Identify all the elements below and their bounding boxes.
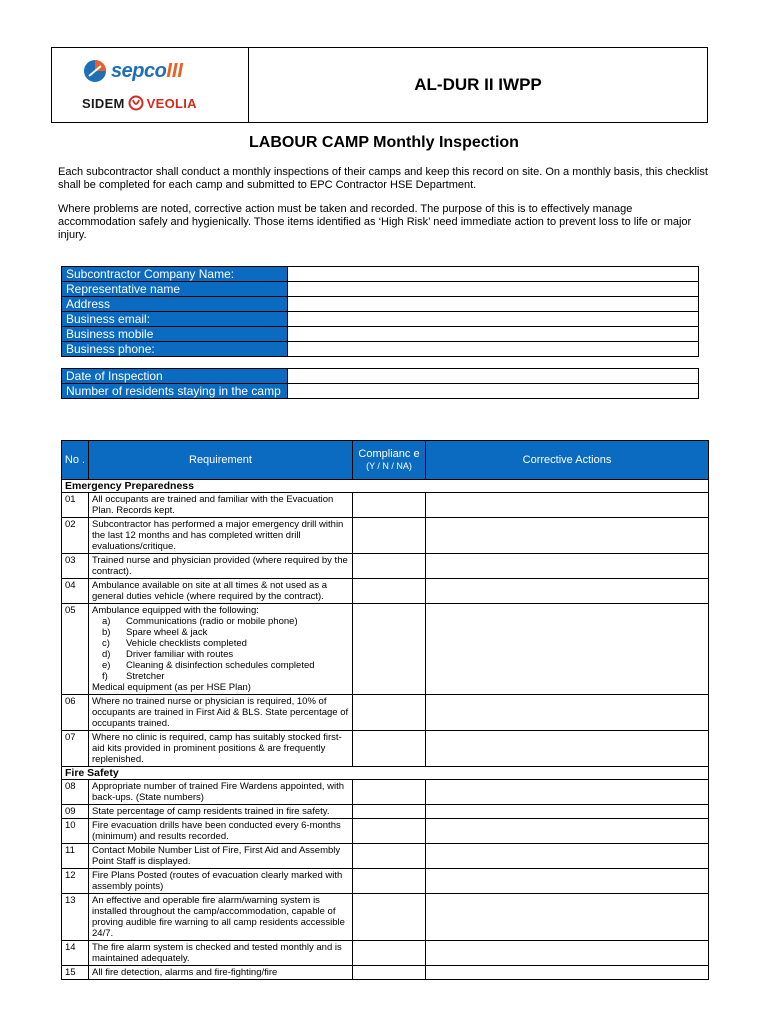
requirement-text: Fire evacuation drills have been conducted every 6-months (minimum) and results recorded. (92, 820, 341, 842)
info-value-field[interactable] (288, 297, 699, 312)
corrective-actions-field[interactable] (426, 604, 709, 695)
row-number: 07 (62, 731, 89, 767)
corrective-actions-field[interactable] (426, 780, 709, 805)
sub-item-letter: d) (102, 649, 111, 660)
table-row (62, 805, 709, 819)
row-number: 09 (62, 805, 89, 819)
compliance-field[interactable] (353, 493, 426, 518)
info-row (62, 369, 699, 384)
sub-item-text: Driver familiar with routes (126, 649, 234, 660)
corrective-actions-field[interactable] (426, 844, 709, 869)
compliance-field[interactable] (353, 780, 426, 805)
row-requirement (89, 844, 353, 869)
row-number: 06 (62, 695, 89, 731)
row-number: 15 (62, 966, 89, 980)
corrective-actions-field[interactable] (426, 554, 709, 579)
info-label: Business mobile (62, 327, 288, 342)
table-row (62, 941, 709, 966)
info-row (62, 384, 699, 399)
corrective-actions-field[interactable] (426, 805, 709, 819)
info-value-field[interactable] (288, 384, 699, 399)
compliance-field[interactable] (353, 731, 426, 767)
header-requirement: Requirement (89, 441, 353, 480)
requirement-sub-item (92, 627, 349, 638)
subcontractor-info-table (61, 266, 699, 357)
info-row (62, 267, 699, 282)
intro-paragraph-2: Where problems are noted, corrective action must be taken and recorded. The purpose of this is to effectively manage accommodation safely and hygienically. Those items identified as ‘High Risk’ need immediate action to prevent loss to life or major injury. (58, 203, 692, 241)
corrective-actions-field[interactable] (426, 695, 709, 731)
row-requirement (89, 869, 353, 894)
sub-item-letter: e) (102, 660, 111, 671)
header-compliance-label: Complianc e (358, 448, 420, 460)
info-label: Subcontractor Company Name: (62, 267, 288, 282)
row-requirement (89, 695, 353, 731)
requirement-text: Fire Plans Posted (routes of evacuation clearly marked with assembly points) (92, 870, 343, 892)
corrective-actions-field[interactable] (426, 819, 709, 844)
sidem-veolia-logo (82, 95, 197, 111)
requirement-sub-item (92, 671, 349, 682)
info-label: Representative name (62, 282, 288, 297)
company-logo (52, 48, 249, 122)
row-requirement (89, 579, 353, 604)
header-corrective-actions: Corrective Actions (426, 441, 709, 480)
requirement-text: State percentage of camp residents trained in fire safety. (92, 806, 330, 817)
corrective-actions-field[interactable] (426, 518, 709, 554)
sepco-wordmark: sepco (111, 59, 167, 82)
sepco-suffix: III (166, 59, 183, 82)
row-number: 04 (62, 579, 89, 604)
requirement-text: All occupants are trained and familiar with the Evacuation Plan. Records kept. (92, 494, 334, 516)
checklist-table (61, 440, 709, 980)
info-value-field[interactable] (288, 369, 699, 384)
info-row (62, 312, 699, 327)
requirement-sub-item (92, 638, 349, 649)
checklist-body (62, 480, 709, 980)
document-header (51, 47, 708, 123)
info-row (62, 342, 699, 357)
compliance-field[interactable] (353, 604, 426, 695)
info-value-field[interactable] (288, 312, 699, 327)
info-label: Business email: (62, 312, 288, 327)
project-name: AL-DUR II IWPP (414, 75, 542, 94)
sub-item-text: Stretcher (126, 671, 165, 682)
table-row (62, 695, 709, 731)
requirement-text: Ambulance available on site at all times & not used as a general duties vehicle (where required by the contract). (92, 580, 327, 602)
requirement-text: Where no clinic is required, camp has suitably stocked first-aid kits provided in prominent positions & are frequently replenished. (92, 732, 342, 765)
sub-item-text: Spare wheel & jack (126, 627, 208, 638)
info-row (62, 282, 699, 297)
compliance-field[interactable] (353, 869, 426, 894)
row-number: 10 (62, 819, 89, 844)
requirement-text: Where no trained nurse or physician is required, 10% of occupants are trained in First Aid & BLS. State percentage of occupants trained. (92, 696, 349, 729)
table-row (62, 554, 709, 579)
row-requirement (89, 493, 353, 518)
table-row (62, 518, 709, 554)
row-requirement (89, 731, 353, 767)
row-number: 05 (62, 604, 89, 695)
table-row (62, 966, 709, 980)
section-row (62, 480, 709, 493)
table-row (62, 869, 709, 894)
header-compliance (353, 441, 426, 480)
row-requirement (89, 805, 353, 819)
requirement-footer: Medical equipment (as per HSE Plan) (92, 682, 251, 693)
row-requirement (89, 941, 353, 966)
table-row (62, 844, 709, 869)
section-row (62, 767, 709, 780)
compliance-field[interactable] (353, 695, 426, 731)
veolia-wordmark: VEOLIA (146, 95, 197, 111)
info-value-field[interactable] (288, 282, 699, 297)
sidem-wordmark: SIDEM (82, 95, 125, 111)
sub-item-letter: c) (102, 638, 110, 649)
corrective-actions-field[interactable] (426, 731, 709, 767)
section-title: Emergency Preparedness (62, 480, 709, 493)
row-number: 02 (62, 518, 89, 554)
requirement-text: The fire alarm system is checked and tested monthly and is maintained adequately. (92, 942, 342, 964)
row-requirement (89, 604, 353, 695)
corrective-actions-field[interactable] (426, 869, 709, 894)
document-title: LABOUR CAMP Monthly Inspection (249, 134, 519, 151)
table-row (62, 731, 709, 767)
intro-paragraph-1: Each subcontractor shall conduct a monthly inspections of their camps and keep this record on site. On a monthly basis, this checklist shall be completed for each camp and submitted to EPC Contractor HSE Department. (58, 166, 708, 191)
row-number: 13 (62, 894, 89, 941)
sub-item-text: Communications (radio or mobile phone) (126, 616, 298, 627)
info-row (62, 327, 699, 342)
sub-item-text: Cleaning & disinfection schedules completed (126, 660, 315, 671)
row-number: 01 (62, 493, 89, 518)
row-requirement (89, 819, 353, 844)
sub-item-letter: b) (102, 627, 111, 638)
corrective-actions-field[interactable] (426, 966, 709, 980)
header-compliance-options: (Y / N / NA) (366, 461, 412, 471)
compliance-field[interactable] (353, 844, 426, 869)
requirement-text: Contact Mobile Number List of Fire, First Aid and Assembly Point Staff is displayed. (92, 845, 341, 867)
requirement-sub-item (92, 649, 349, 660)
veolia-emblem-icon (128, 95, 144, 111)
info-label: Business phone: (62, 342, 288, 357)
compliance-field[interactable] (353, 819, 426, 844)
info-label: Date of Inspection (62, 369, 288, 384)
compliance-field[interactable] (353, 554, 426, 579)
info-value-field[interactable] (288, 267, 699, 282)
requirement-text: Ambulance equipped with the following: (92, 605, 259, 616)
table-row (62, 819, 709, 844)
requirement-text: Trained nurse and physician provided (where required by the contract). (92, 555, 348, 577)
requirement-text: An effective and operable fire alarm/warning system is installed throughout the camp/accommodation, capable of proving audible fire warning to all camp residents accessible 24/7. (92, 895, 345, 939)
row-requirement (89, 518, 353, 554)
compliance-field[interactable] (353, 579, 426, 604)
row-number: 11 (62, 844, 89, 869)
row-requirement (89, 554, 353, 579)
requirement-text: Subcontractor has performed a major emergency drill within the last 12 months and has completed written drill evaluations/critique. (92, 519, 344, 552)
requirement-text: All fire detection, alarms and fire-fighting/fire (92, 967, 278, 978)
compliance-field[interactable] (353, 941, 426, 966)
row-number: 12 (62, 869, 89, 894)
corrective-actions-field[interactable] (426, 941, 709, 966)
info-row (62, 297, 699, 312)
section-title: Fire Safety (62, 767, 709, 780)
sub-item-letter: f) (102, 671, 108, 682)
requirement-text: Appropriate number of trained Fire Wardens appointed, with back-ups. (State numbers) (92, 781, 345, 803)
sepco-logo (82, 58, 183, 84)
corrective-actions-field[interactable] (426, 579, 709, 604)
compliance-field[interactable] (353, 805, 426, 819)
requirement-sub-item (92, 616, 349, 627)
sub-item-letter: a) (102, 616, 111, 627)
corrective-actions-field[interactable] (426, 894, 709, 941)
row-number: 14 (62, 941, 89, 966)
sepco-emblem-icon (82, 58, 108, 84)
table-row (62, 894, 709, 941)
info-label: Address (62, 297, 288, 312)
sub-item-text: Vehicle checklists completed (126, 638, 247, 649)
table-row (62, 579, 709, 604)
table-row (62, 780, 709, 805)
info-value-field[interactable] (288, 342, 699, 357)
table-row (62, 604, 709, 695)
table-row (62, 493, 709, 518)
info-label: Number of residents staying in the camp (62, 384, 288, 399)
row-requirement (89, 780, 353, 805)
header-no: No . (62, 441, 89, 480)
row-number: 03 (62, 554, 89, 579)
requirement-sub-item (92, 660, 349, 671)
compliance-field[interactable] (353, 894, 426, 941)
row-requirement (89, 966, 353, 980)
compliance-field[interactable] (353, 966, 426, 980)
inspection-info-table (61, 368, 699, 399)
row-number: 08 (62, 780, 89, 805)
compliance-field[interactable] (353, 518, 426, 554)
info-value-field[interactable] (288, 327, 699, 342)
row-requirement (89, 894, 353, 941)
checklist-header-row (62, 441, 709, 480)
corrective-actions-field[interactable] (426, 493, 709, 518)
